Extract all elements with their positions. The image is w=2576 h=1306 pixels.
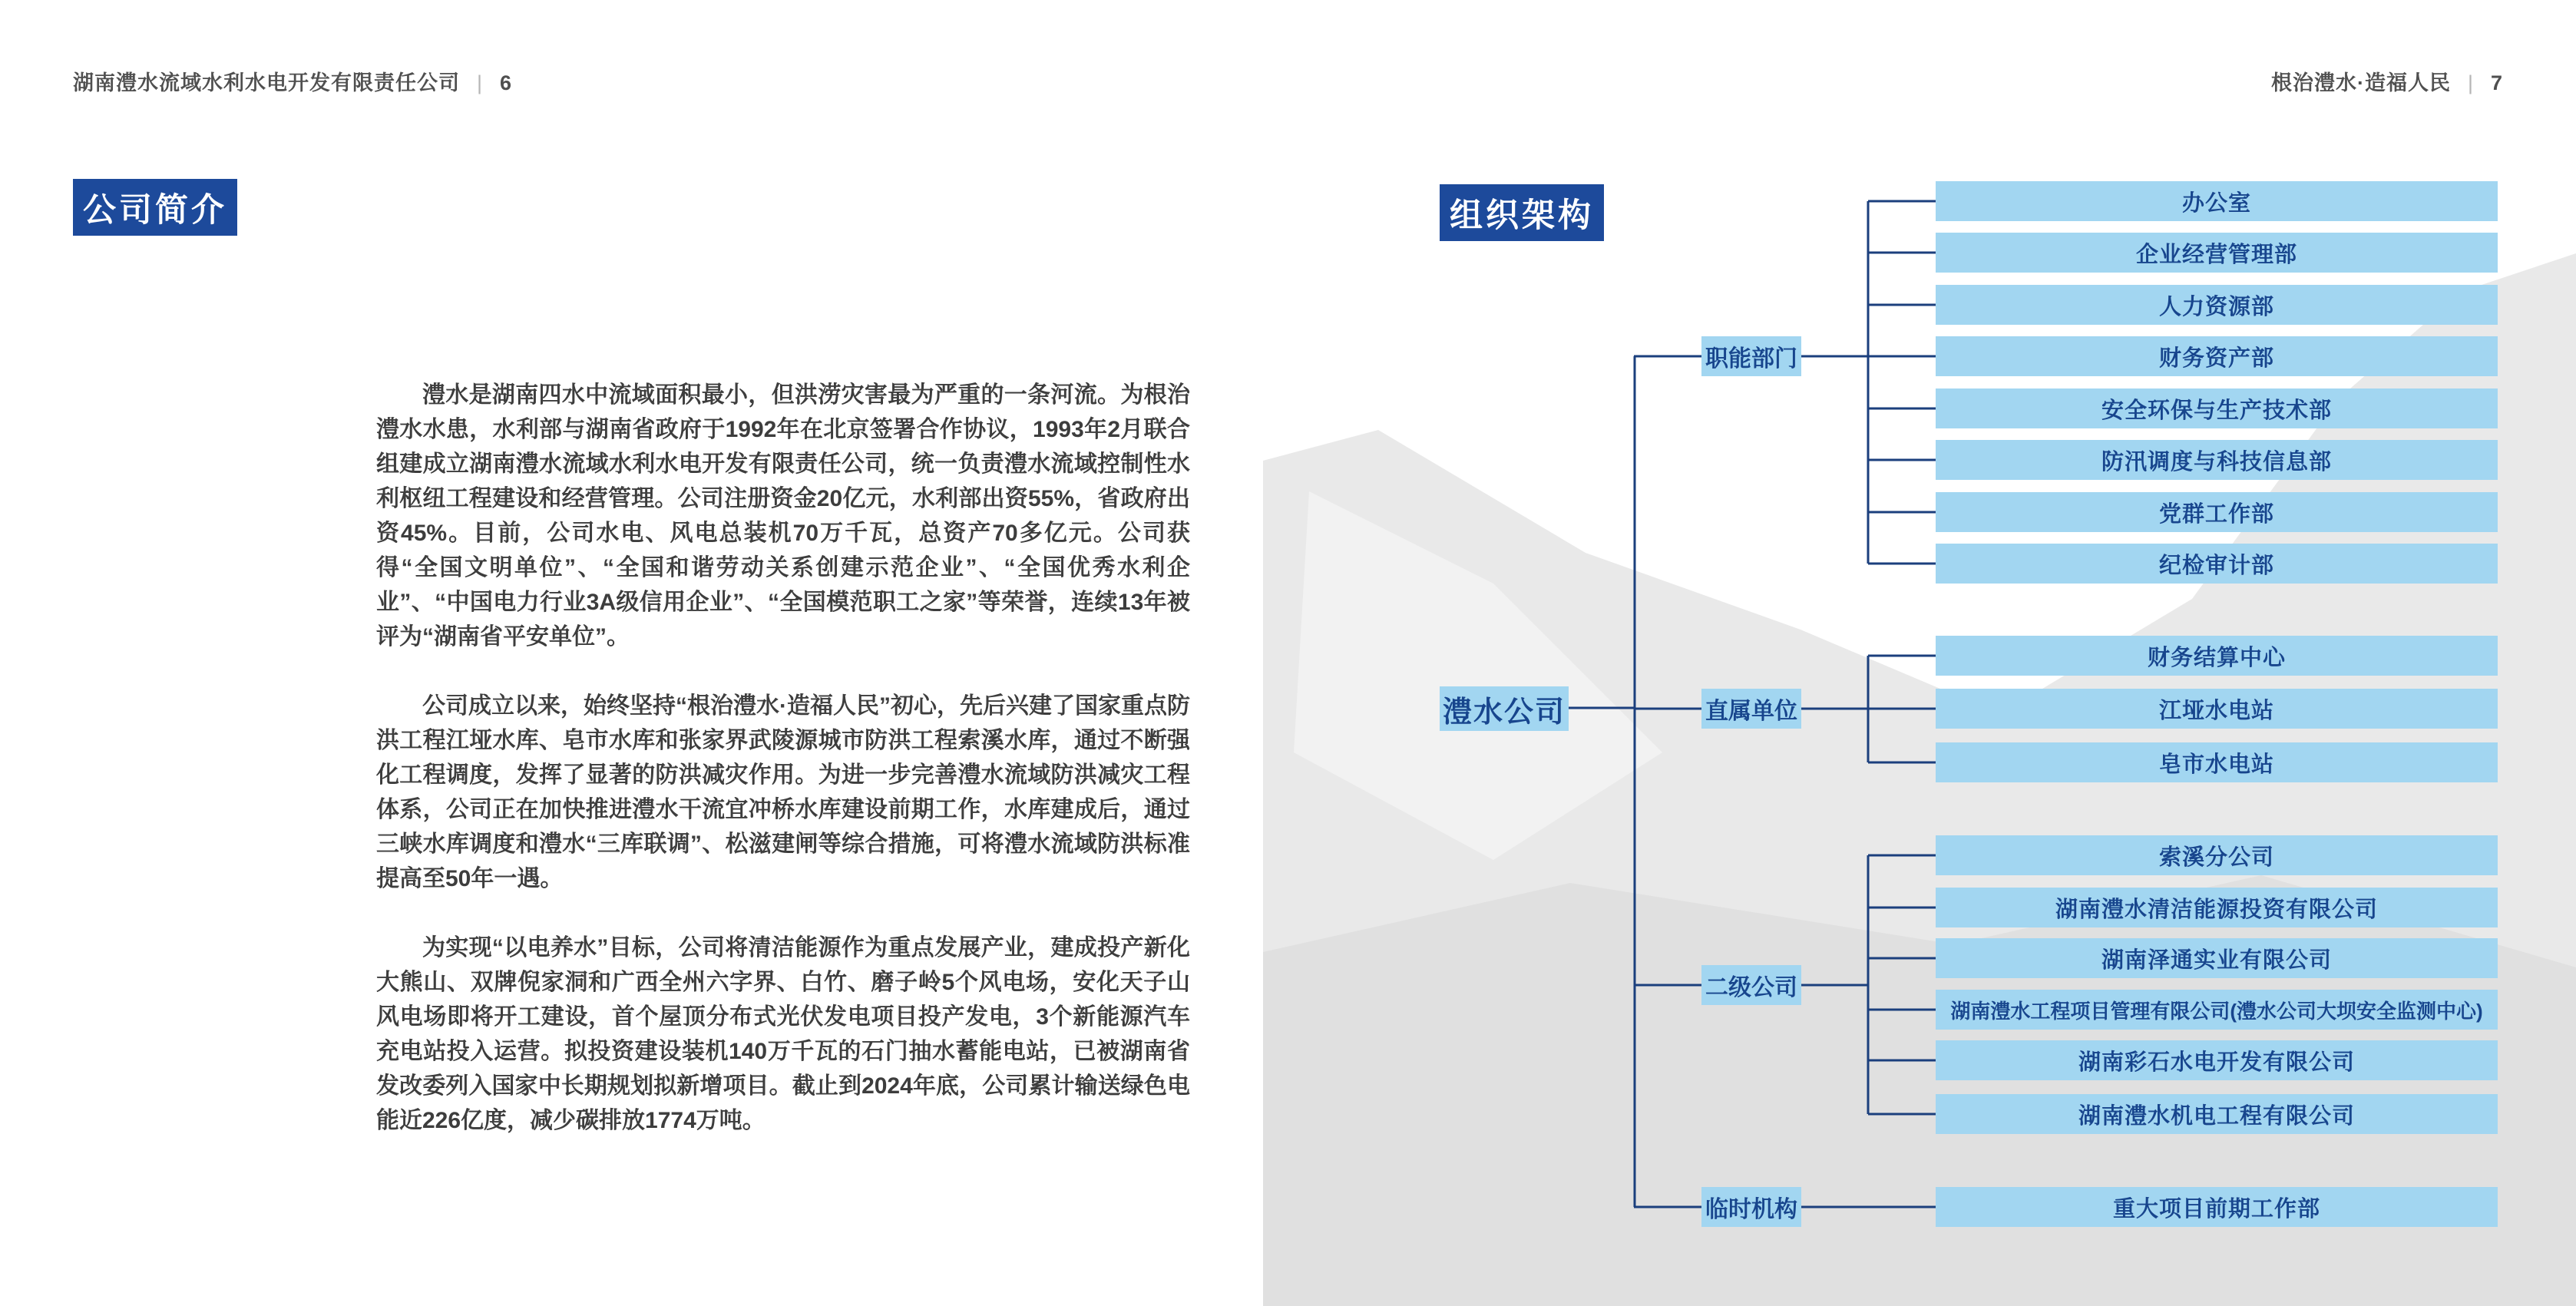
- org-unit-bar: 皂市水电站: [1936, 742, 2498, 782]
- profile-paragraph-3: 为实现“以电养水”目标，公司将清洁能源作为重点发展产业，建成投产新化大熊山、双牌倪家洞和广西全州六字界、白竹、磨子岭5个风电场，安化天子山风电场即将开工建设，首个屋顶分布式光伏发电项目投产发电，3个新能源汽车充电站投入运营。拟投资建设装机140万千瓦的石门抽水蓄能电站，已被湖南省发改委列入国家中长期规划拟新增项目。截止到2024年底，公司累计输送绿色电能近226亿度，减少碳排放1774万吨。: [376, 935, 1190, 1133]
- org-unit-bar: 重大项目前期工作部: [1936, 1187, 2498, 1227]
- header-divider: |: [477, 71, 484, 94]
- header-motto: 根治澧水·造福人民: [2270, 71, 2451, 94]
- org-category-functional-departments: 职能部门: [1701, 336, 1801, 376]
- org-unit-bar: 党群工作部: [1936, 492, 2498, 532]
- header-company-name: 湖南澧水流域水利水电开发有限责任公司: [73, 71, 460, 94]
- page-number-right: 7: [2490, 71, 2503, 94]
- org-category-directly-affiliated-units: 直属单位: [1701, 689, 1801, 729]
- org-unit-bar: 湖南澧水清洁能源投资有限公司: [1936, 888, 2498, 927]
- org-unit-bar: 财务资产部: [1936, 336, 2498, 376]
- org-category-second-level-companies: 二级公司: [1701, 965, 1801, 1005]
- header-divider: |: [2467, 71, 2474, 94]
- org-unit-bar: 索溪分公司: [1936, 835, 2498, 875]
- profile-paragraph-1: 澧水是湖南四水中流域面积最小，但洪涝灾害最为严重的一条河流。为根治澧水水患，水利部与湖南省政府于1992年在北京签署合作协议，1993年2月联合组建成立湖南澧水流域水利水电开发有限责任公司，统一负责澧水流域控制性水利枢纽工程建设和经营管理。公司注册资金20亿元，水利部出资55%，省政府出资45%。目前，公司水电、风电总装机70万千瓦，总资产70多亿元。公司获得“全国文明单位”、“全国和谐劳动关系创建示范企业”、“全国优秀水利企业”、“中国电力行业3A级信用企业”、“全国模范职工之家”等荣誉，连续13年被评为“湖南省平安单位”。: [376, 382, 1190, 650]
- org-unit-bar: 江垭水电站: [1936, 689, 2498, 729]
- org-unit-bar: 湖南澧水工程项目管理有限公司(澧水公司大坝安全监测中心): [1936, 990, 2498, 1030]
- section-title-company-profile: 公司简介: [73, 179, 237, 236]
- org-unit-bar: 湖南澧水机电工程有限公司: [1936, 1094, 2498, 1134]
- profile-paragraph-2: 公司成立以来，始终坚持“根治澧水·造福人民”初心，先后兴建了国家重点防洪工程江垭水库、皂市水库和张家界武陵源城市防洪工程索溪水库，通过不断强化工程调度，发挥了显著的防洪减灾作用。为进一步完善澧水流域防洪减灾工程体系，公司正在加快推进澧水干流宜冲桥水库建设前期工作，水库建成后，通过三峡水库调度和澧水“三库联调”、松滋建闸等综合措施，可将澧水流域防洪标准提高至50年一遇。: [376, 693, 1190, 891]
- page-number-left: 6: [500, 71, 513, 94]
- org-category-temporary-organizations: 临时机构: [1701, 1187, 1801, 1227]
- org-root-node: 澧水公司: [1440, 686, 1569, 731]
- org-unit-bar: 安全环保与生产技术部: [1936, 388, 2498, 428]
- org-unit-bar: 湖南彩石水电开发有限公司: [1936, 1040, 2498, 1080]
- org-unit-bar: 人力资源部: [1936, 285, 2498, 325]
- org-unit-bar: 湖南泽通实业有限公司: [1936, 938, 2498, 978]
- org-unit-bar: 财务结算中心: [1936, 636, 2498, 676]
- org-unit-bar: 防汛调度与科技信息部: [1936, 440, 2498, 480]
- org-unit-bar: 办公室: [1936, 181, 2498, 221]
- org-unit-bar: 纪检审计部: [1936, 544, 2498, 584]
- org-unit-bar: 企业经营管理部: [1936, 233, 2498, 273]
- section-title-org-structure: 组织架构: [1440, 184, 1604, 241]
